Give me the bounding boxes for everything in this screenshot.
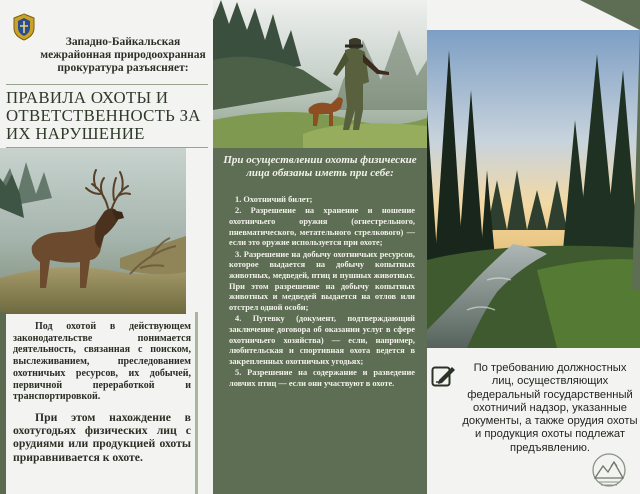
list-item: 3. Разрешение на добычу охотничьих ресурсов, которое выдается на добычу копытных животных, медведей, птиц и пушных животных. При этом разрешение на добычу копытных животных и медведей выдается на отлов или отстрел одной особи; (229, 249, 415, 313)
obligations-heading: При осуществлении охоты физические лица обязаны иметь при себе: (223, 154, 417, 179)
river-photo (427, 30, 640, 348)
left-accent-bar (0, 312, 6, 494)
title-block (6, 84, 208, 148)
list-item: 4. Путевку (документ, подтверждающий заключение договора об оказании услуг в сфере охотничьего хозяйства) — если, например, любительская и спортивная охота ведется в закрепленных охотничьих угодьях; (229, 314, 415, 367)
organization-name: Западно-Байкальская межрайонная природоохранная прокуратура разъясняет: (40, 36, 206, 74)
right-column (427, 0, 640, 494)
presentation-note: По требованию должностных лиц, осуществляющих федеральный государственный охотничий надзор, указанные документы, а также орудия охоты и продукция охоты подлежат предъявлению. (462, 362, 638, 454)
definition-paragraph: Под охотой в действующем законодательстве понимается деятельность, связанная с поиском, выслеживанием, преследованием охотничьих ресурсов, их добычей, первичной переработкой и транспортировкой. (13, 321, 191, 403)
obligations-list (229, 195, 415, 390)
hunter-photo (213, 0, 427, 148)
definition-text (13, 321, 191, 464)
list-item: 2. Разрешение на хранение и ношение охотничьего оружия (огнестрельного, пневматического, метательного стрелкового) — если это оружие используется при охоте; (229, 206, 415, 248)
pen-on-paper-icon (431, 364, 457, 388)
list-item: 1. Охотничий билет; (235, 195, 313, 204)
page-title: ПРАВИЛА ОХОТЫ И ОТВЕТСТВЕННОСТЬ ЗА ИХ НАРУШЕНИЕ (6, 88, 201, 143)
side-decoration (632, 30, 640, 290)
mountain-logo-icon (589, 452, 629, 488)
left-column (0, 0, 213, 494)
left-accent-line (195, 312, 198, 494)
list-item: 5. Разрешение на содержание и разведение ловчих птиц — если они участвуют в охоте. (229, 368, 415, 388)
middle-column (213, 0, 427, 494)
deer-photo (0, 148, 186, 314)
equivalence-paragraph: При этом нахождение в охотугодьях физических лиц с орудиями или продукцией охоты приравнивается к охоте. (13, 410, 191, 464)
corner-decoration (580, 0, 640, 30)
